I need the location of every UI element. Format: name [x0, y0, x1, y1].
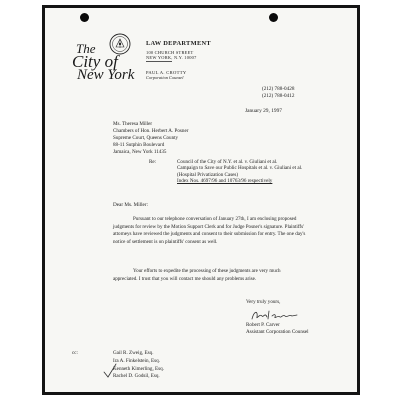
binder-hole-right	[269, 13, 278, 22]
paragraph-line: attorneys have reviewed the judgments and consent to their submission for entry. The one day's	[113, 231, 306, 238]
logo-line-3: New York	[77, 66, 135, 83]
department-name: LAW DEPARTMENT	[146, 40, 211, 47]
logo-line-1: The	[76, 41, 96, 56]
recipient-line: Chambers of Hon. Herbert A. Posner	[113, 128, 189, 134]
recipient-address	[113, 121, 188, 156]
recipient-line: 88-11 Sutphin Boulevard	[113, 142, 165, 148]
department-address-line-2: NEW YORK, N.Y. 10007	[146, 55, 197, 60]
phone-number-1: (212) 788-0428	[262, 86, 295, 92]
re-line: Campaign to Save our Public Hospitals et al. v. Giuliani et al.	[177, 165, 303, 172]
letterhead-divider	[146, 61, 172, 62]
cc-recipient-list	[113, 350, 164, 381]
paragraph-line: Pursuant to our telephone conversation of January 27th, I am enclosing proposed	[133, 216, 297, 222]
re-line: (Hospital Privatization Cases)	[177, 171, 239, 178]
salutation: Dear Ms. Miller:	[113, 202, 149, 208]
cc-recipient: Rachel D. Godsil, Esq.	[113, 373, 160, 380]
body-paragraph-1	[113, 216, 328, 247]
re-label: Re:	[149, 159, 157, 165]
handwritten-check-mark-icon	[103, 363, 117, 379]
recipient-line: Jamaica, New York 11435	[113, 149, 167, 155]
re-index-numbers: Index Nos. 4697/96 and 10763/96 respectively	[177, 177, 273, 184]
cc-recipient: Ira A. Finkelstein, Esq.	[113, 357, 160, 364]
corporation-counsel-title: Corporation Counsel	[146, 75, 184, 80]
paragraph-line: appreciated. I trust that you will contact me should any problems arise.	[113, 275, 257, 282]
recipient-line: Supreme Court, Queens County	[113, 135, 179, 141]
re-line: Council of the City of N.Y. et al. v. Giuliani et al.	[177, 159, 278, 165]
paragraph-line: Your efforts to expedite the processing of these judgments are very much	[133, 268, 281, 274]
logo-line-2: City of	[72, 51, 118, 71]
city-of-new-york-logo	[72, 41, 135, 83]
letter-date: January 29, 1997	[245, 108, 282, 114]
phone-number-2: (212) 788-0412	[262, 93, 295, 99]
cc-label: cc:	[72, 350, 78, 356]
body-paragraph-2	[113, 268, 328, 283]
closing: Very truly yours,	[246, 299, 281, 305]
department-address-line-1: 100 CHURCH STREET	[146, 50, 194, 55]
cc-recipient: Kenneth Kimerling, Esq.	[113, 365, 164, 372]
corporation-counsel-name: PAUL A. CROTTY	[146, 70, 187, 75]
signer-title: Assistant Corporation Counsel	[246, 329, 309, 335]
cc-recipient: Gail R. Zweig, Esq.	[113, 350, 154, 356]
binder-hole-left	[80, 13, 89, 22]
re-subject	[177, 159, 302, 184]
handwritten-signature-icon	[250, 308, 300, 322]
paragraph-line: notice of settlement is on plaintiffs' consent as well.	[113, 239, 218, 246]
paragraph-line: judgments for review by the Motion Support Clerk and for Judge Posner's signature. Plaintiffs'	[113, 223, 304, 230]
signer-name: Robert P. Carver	[246, 322, 280, 328]
recipient-line: Ms. Theresa Miller	[113, 121, 153, 127]
